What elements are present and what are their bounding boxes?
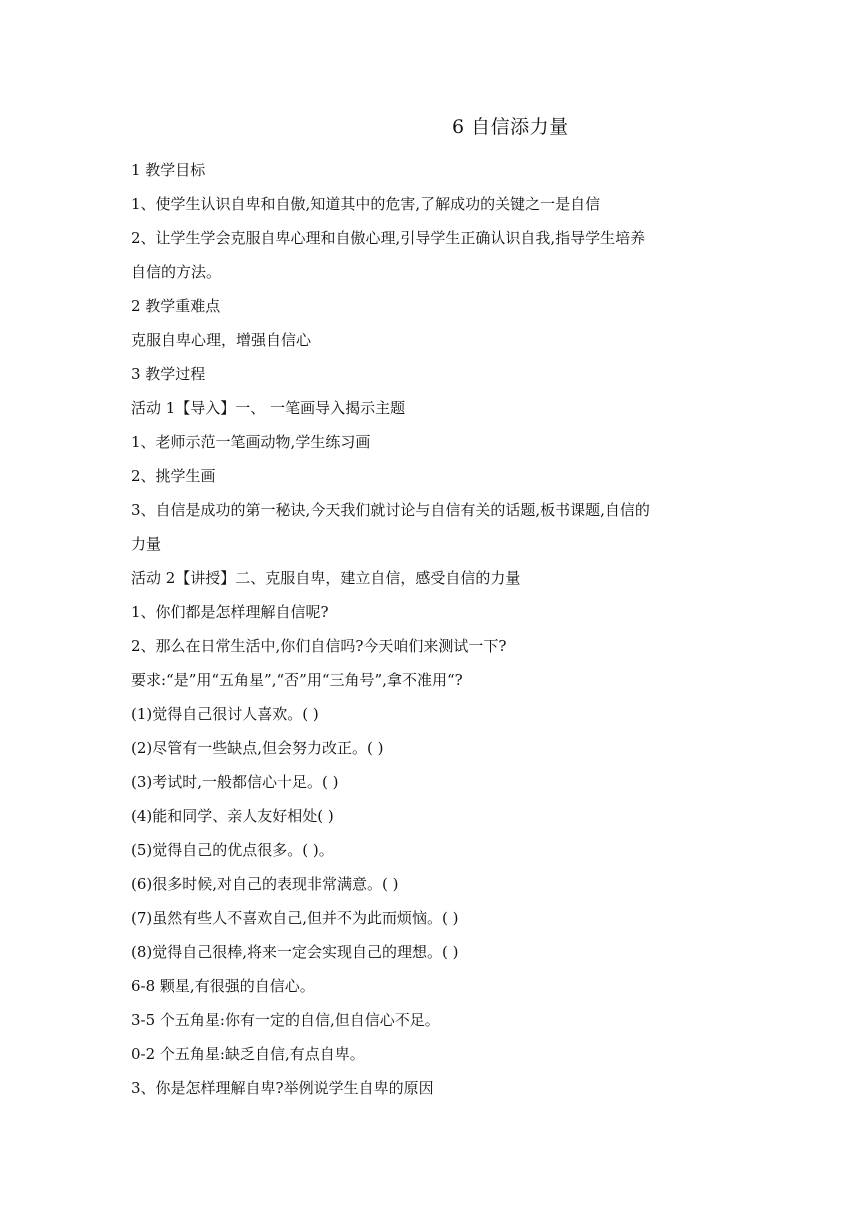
objective-item-2-continued: 自信的方法。 bbox=[131, 263, 222, 281]
quiz-item-5: (5)觉得自己的优点很多。( )。 bbox=[131, 841, 334, 859]
quiz-item-2: (2)尽管有一些缺点,但会努力改正。( ) bbox=[131, 739, 384, 757]
quiz-instructions: 要求:“是”用“五角星”,“否”用“三角号”,拿不准用“? bbox=[131, 671, 463, 689]
section-heading-key-points: 2 教学重难点 bbox=[131, 297, 221, 315]
activity-2-question-1: 1、你们都是怎样理解自信呢? bbox=[131, 603, 329, 621]
section-heading-objectives: 1 教学目标 bbox=[131, 161, 206, 179]
activity-2-question-2: 2、那么在日常生活中,你们自信吗?今天咱们来测试一下? bbox=[131, 637, 507, 655]
objective-item-2: 2、让学生学会克服自卑心理和自傲心理,引导学生正确认识自我,指导学生培养 bbox=[131, 229, 646, 247]
key-points-text: 克服自卑心理，增强自信心 bbox=[131, 331, 312, 349]
section-heading-process: 3 教学过程 bbox=[131, 365, 206, 383]
document-title: 6 自信添力量 bbox=[452, 116, 569, 138]
activity-1-step-3: 3、自信是成功的第一秘诀,今天我们就讨论与自信有关的话题,板书课题,自信的 bbox=[131, 501, 650, 519]
objective-item-1: 1、使学生认识自卑和自傲,知道其中的危害,了解成功的关键之一是自信 bbox=[131, 195, 601, 213]
quiz-result-low: 0-2 个五角星:缺乏自信,有点自卑。 bbox=[131, 1045, 365, 1063]
quiz-item-6: (6)很多时候,对自己的表现非常满意。( ) bbox=[131, 875, 399, 893]
quiz-item-1: (1)觉得自己很讨人喜欢。( ) bbox=[131, 705, 319, 723]
activity-2-question-3: 3、你是怎样理解自卑?举例说学生自卑的原因 bbox=[131, 1079, 434, 1097]
activity-2-heading: 活动 2【讲授】二、克服自卑，建立自信，感受自信的力量 bbox=[131, 569, 521, 587]
document-body bbox=[131, 153, 741, 1105]
quiz-result-medium: 3-5 个五角星:你有一定的自信,但自信心不足。 bbox=[131, 1011, 440, 1029]
activity-1-step-2: 2、挑学生画 bbox=[131, 467, 216, 485]
activity-1-step-3-continued: 力量 bbox=[131, 535, 162, 553]
activity-1-heading: 活动 1【导入】一、 一笔画导入揭示主题 bbox=[131, 399, 406, 417]
quiz-item-8: (8)觉得自己很棒,将来一定会实现自己的理想。( ) bbox=[131, 943, 459, 961]
quiz-item-4: (4)能和同学、亲人友好相处( ) bbox=[131, 807, 334, 825]
quiz-item-3: (3)考试时,一般都信心十足。( ) bbox=[131, 773, 339, 791]
activity-1-step-1: 1、老师示范一笔画动物,学生练习画 bbox=[131, 433, 371, 451]
quiz-result-high: 6-8 颗星,有很强的自信心。 bbox=[131, 977, 315, 995]
quiz-item-7: (7)虽然有些人不喜欢自己,但并不为此而烦恼。( ) bbox=[131, 909, 459, 927]
